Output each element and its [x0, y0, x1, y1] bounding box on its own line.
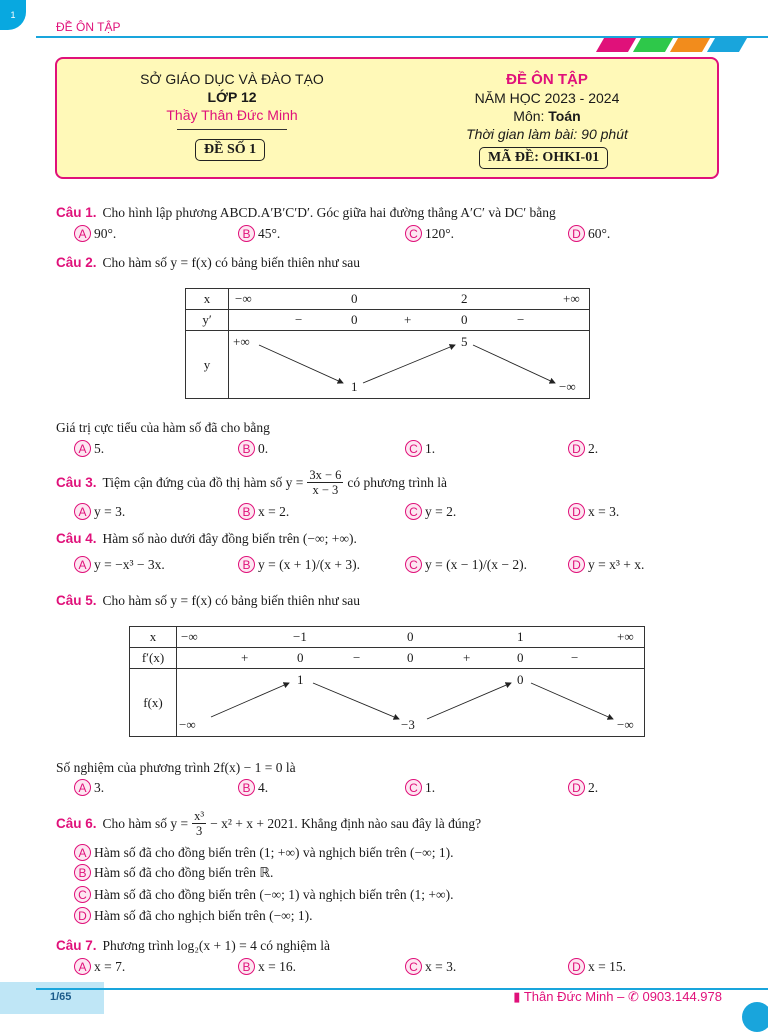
q4-option-b[interactable]: B y = (x + 1)/(x + 3). [238, 556, 360, 573]
q5-option-a[interactable]: A 3. [74, 779, 104, 796]
table-cell: −∞ [179, 717, 196, 732]
q3-option-c[interactable]: C y = 2. [405, 503, 456, 520]
row-label: y′ [186, 310, 229, 331]
table-cell: 2 [461, 291, 468, 306]
table-cell: −∞ [235, 291, 252, 306]
exam-title: ĐỀ ÔN TẬP [506, 71, 588, 88]
stripe-decoration [707, 38, 747, 52]
q3-option-b[interactable]: B x = 2. [238, 503, 289, 520]
table-cell: 0 [461, 312, 468, 327]
page-number: 1 [10, 10, 16, 20]
exam-number: ĐỀ SỐ 1 [195, 139, 265, 161]
q5-option-d[interactable]: D 2. [568, 779, 598, 796]
q2-option-b[interactable]: B 0. [238, 440, 268, 457]
q7-option-d[interactable]: D x = 15. [568, 958, 626, 975]
table-cell: +∞ [563, 291, 580, 306]
question-3: Câu 3. Tiệm cận đứng của đồ thị hàm số y = $\frac{3x - 6}{x - 3}$ có phương trình là [56, 468, 447, 497]
phone-icon: ✆ [627, 989, 639, 1004]
table-cell: 0 [351, 312, 358, 327]
stripe-decoration [670, 38, 710, 52]
table-cell: 5 [461, 334, 468, 349]
table-cell: 0 [297, 650, 304, 665]
table-cell: − [571, 650, 579, 665]
exam-header [55, 57, 719, 179]
q3-option-d[interactable]: D x = 3. [568, 503, 619, 520]
school-year: NĂM HỌC 2023 - 2024 [474, 90, 620, 106]
question-5-prompt: Số nghiệm của phương trình 2f(x) − 1 = 0 là [56, 760, 296, 775]
row-label: f′(x) [130, 648, 177, 669]
table-cell: + [463, 650, 471, 665]
question-7: Câu 7. Phương trình log₂(x + 1) = 4 có nghiệm là [56, 938, 331, 953]
q4-option-c[interactable]: C y = (x − 1)/(x − 2). [405, 556, 527, 573]
table-cell: + [241, 650, 249, 665]
author-name: Thân Đức Minh [523, 989, 614, 1004]
footer-author: ▮ Thân Đức Minh – ✆ 0903.144.978 [513, 989, 722, 1004]
exam-code: MÃ ĐỀ: OHKI-01 [479, 147, 608, 169]
page-number-tab [0, 0, 26, 30]
corner-decoration [742, 1002, 768, 1032]
variation-table-1 [185, 288, 590, 399]
question-4: Câu 4. Hàm số nào dưới đây đồng biến trên (−∞; +∞). [56, 531, 357, 546]
q6-option-c[interactable]: C Hàm số đã cho đồng biến trên (−∞; 1) và nghịch biến trên (1; +∞). [74, 886, 454, 903]
table-cell: 0 [351, 291, 358, 306]
row-label: y [186, 331, 229, 399]
phone-number: 0903.144.978 [642, 989, 722, 1004]
table-cell: 1 [351, 379, 358, 394]
q4-option-a[interactable]: A y = −x³ − 3x. [74, 556, 165, 573]
q3-option-a[interactable]: A y = 3. [74, 503, 125, 520]
variation-table-2 [129, 626, 645, 737]
table-cell: − [517, 312, 525, 327]
q5-option-c[interactable]: C 1. [405, 779, 435, 796]
table-cell: +∞ [233, 334, 250, 349]
department: SỞ GIÁO DỤC VÀ ĐÀO TẠO [140, 71, 324, 87]
divider [177, 129, 287, 130]
question-5: Câu 5. Cho hàm số y = f(x) có bảng biến thiên như sau [56, 593, 361, 608]
question-6: Câu 6. Cho hàm số y = $\frac{\text{x³}}{3}$ − x² + x + 2021. Khẳng định nào sau đây là đúng? [56, 809, 482, 838]
row-label: x [186, 289, 229, 310]
q7-option-a[interactable]: A x = 7. [74, 958, 125, 975]
q6-option-a[interactable]: A Hàm số đã cho đồng biến trên (1; +∞) và nghịch biến trên (−∞; 1). [74, 844, 454, 861]
time-limit: Thời gian làm bài: 90 phút [466, 126, 628, 142]
table-cell: 0 [407, 629, 414, 644]
table-cell: − [353, 650, 361, 665]
table-cell: + [404, 312, 412, 327]
table-cell: 1 [517, 629, 524, 644]
q7-option-b[interactable]: B x = 16. [238, 958, 296, 975]
table-cell: −3 [401, 717, 415, 732]
table-cell: −∞ [617, 717, 634, 732]
table-cell: − [295, 312, 303, 327]
q6-option-d[interactable]: D Hàm số đã cho nghịch biến trên (−∞; 1). [74, 907, 313, 924]
variation-arrows [177, 669, 647, 737]
question-2: Câu 2. Cho hàm số y = f(x) có bảng biến thiên như sau [56, 255, 361, 270]
stripe-decoration [633, 38, 673, 52]
q6-option-b[interactable]: B Hàm số đã cho đồng biến trên ℝ. [74, 864, 273, 881]
grade: LỚP 12 [207, 89, 257, 105]
table-cell: −∞ [559, 379, 576, 394]
teacher: Thầy Thân Đức Minh [166, 107, 298, 123]
table-cell: −∞ [181, 629, 198, 644]
table-cell: 0 [517, 650, 524, 665]
q1-option-d[interactable]: D 60°. [568, 225, 610, 242]
table-cell: +∞ [617, 629, 634, 644]
question-1: Câu 1. Cho hình lập phương ABCD.A′B′C′D′. Góc giữa hai đường thẳng A′C′ và DC′ bằng [56, 205, 556, 220]
footer-page-number: 1/65 [50, 991, 72, 1003]
table-cell: 0 [407, 650, 414, 665]
q7-option-c[interactable]: C x = 3. [405, 958, 456, 975]
stripe-decoration [596, 38, 636, 52]
running-header: ĐỀ ÔN TẬP [56, 20, 121, 34]
table-cell: 0 [517, 672, 524, 687]
q2-option-c[interactable]: C 1. [405, 440, 435, 457]
table-cell: 1 [297, 672, 304, 687]
row-label: f(x) [130, 669, 177, 737]
q5-option-b[interactable]: B 4. [238, 779, 268, 796]
q2-option-a[interactable]: A 5. [74, 440, 104, 457]
q1-option-c[interactable]: C 120°. [405, 225, 454, 242]
q4-option-d[interactable]: D y = x³ + x. [568, 556, 644, 573]
document-icon: ▮ [513, 989, 521, 1004]
q2-option-d[interactable]: D 2. [568, 440, 598, 457]
q1-option-b[interactable]: B 45°. [238, 225, 280, 242]
table-cell: −1 [293, 629, 307, 644]
subject: Môn: Toán [513, 108, 581, 124]
q1-option-a[interactable]: A 90°. [74, 225, 116, 242]
question-2-prompt: Giá trị cực tiểu của hàm số đã cho bằng [56, 420, 270, 435]
variation-arrows [229, 331, 591, 399]
row-label: x [130, 627, 177, 648]
